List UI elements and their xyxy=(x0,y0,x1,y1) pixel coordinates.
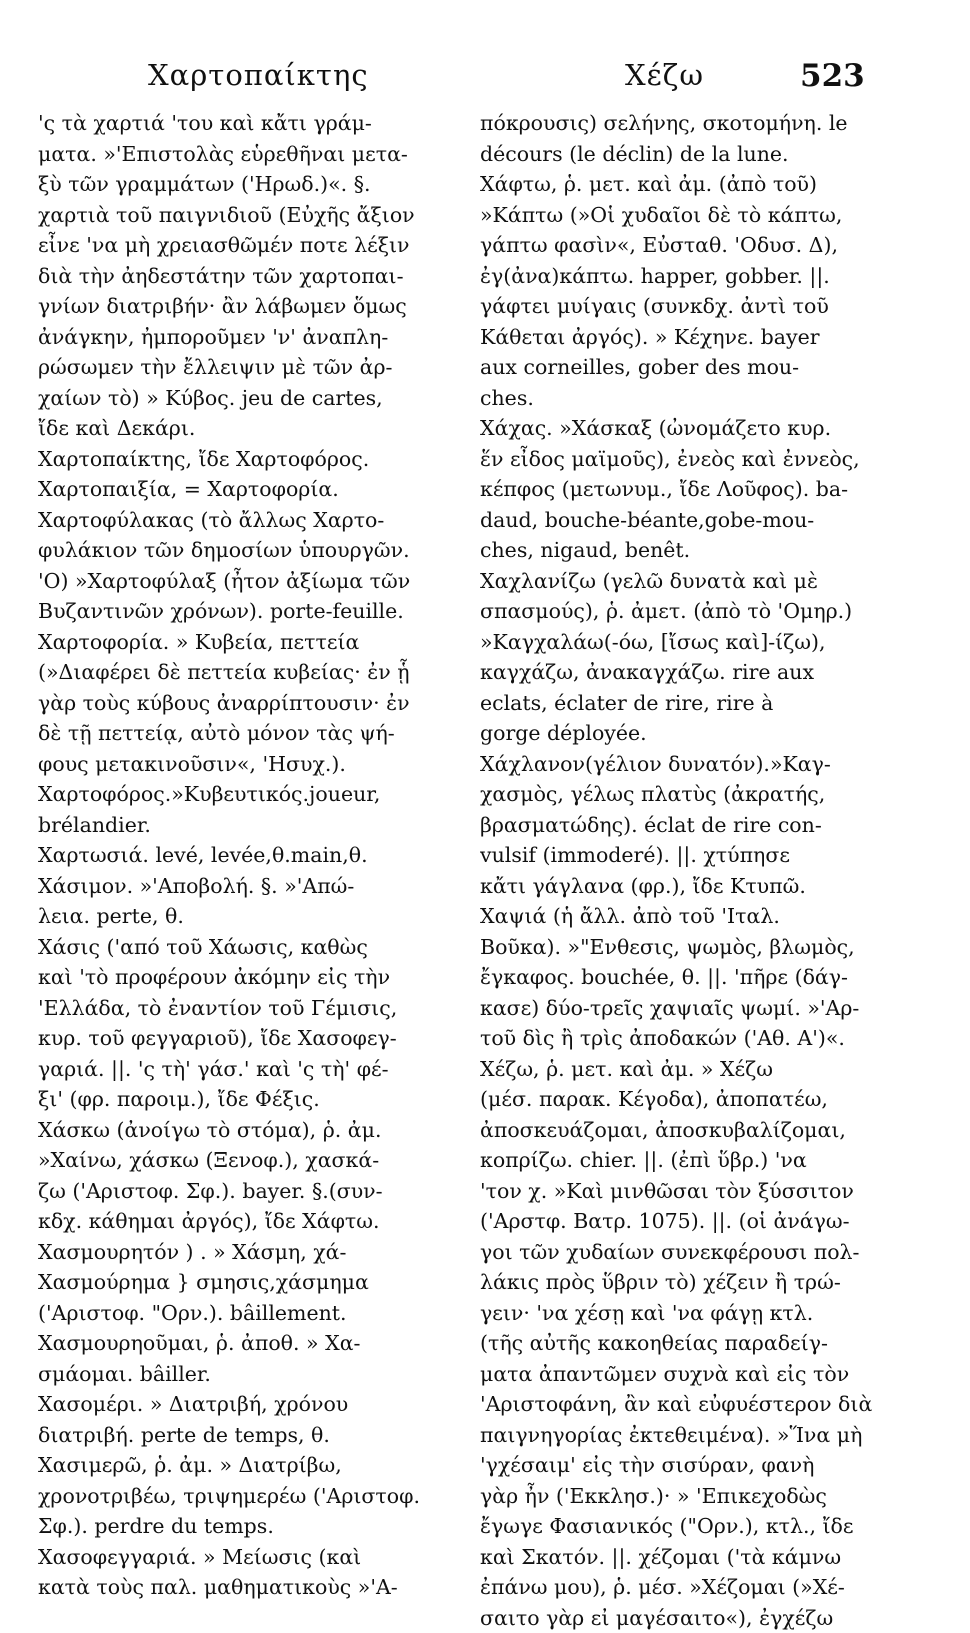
left-column-line: 'Ελλάδα, τὸ ἐναντίον τοῦ Γέμισις, xyxy=(38,993,454,1024)
left-column-line: εἶνε 'να μὴ χρειασθῶμέν ποτε λέξιν xyxy=(38,230,454,261)
left-column-line: (»Διαφέρει δὲ πεττεία κυβείας· ἐν ᾗ xyxy=(38,657,454,688)
right-column-line: ches. xyxy=(480,383,878,414)
left-column-line: ('Αριστοφ. "Ορν.). bâillement. xyxy=(38,1298,454,1329)
left-column-line: χρονοτριβέω, τριψημερέω ('Αριστοφ. xyxy=(38,1481,454,1512)
left-column xyxy=(38,108,454,1603)
left-column-line: χαρτιὰ τοῦ παιγνιδιοῦ (Εὐχῆς ἄξιον xyxy=(38,200,454,231)
right-column-line: Χέζω, ῥ. μετ. καὶ ἀμ. » Χέζω xyxy=(480,1054,878,1085)
left-column-line: λεια. perte, θ. xyxy=(38,901,454,932)
right-column-line: (μέσ. παρακ. Κέγοδα), ἀποπατέω, xyxy=(480,1084,878,1115)
left-column-line: κυρ. τοῦ φεγγαριοῦ), ἴδε Χασοφεγ- xyxy=(38,1023,454,1054)
right-column-line: χασμὸς, γέλως πλατὺς (ἀκρατής, xyxy=(480,779,878,810)
left-column-line: ματα. »'Επιστολὰς εὑρεθῆναι μετα- xyxy=(38,139,454,170)
right-column-line: ματα ἀπαντῶμεν συχνὰ καὶ εἰς τὸν xyxy=(480,1359,878,1390)
left-column-line: φυλάκιον τῶν δημοσίων ὑπουργῶν. xyxy=(38,535,454,566)
right-column-line: κέπφος (μετωνυμ., ἴδε Λοῦφος). ba- xyxy=(480,474,878,505)
left-column-line: ξι' (φρ. παροιμ.), ἴδε Φέξις. xyxy=(38,1084,454,1115)
right-column-line: καγχάζω, ἀνακαγχάζω. rire aux xyxy=(480,657,878,688)
right-column-line: »Κάπτω (»Οἱ χυδαῖοι δὲ τὸ κάπτω, xyxy=(480,200,878,231)
right-column-line: σαιτο γὰρ εἰ μαγέσαιτο«), ἐγχέζω xyxy=(480,1603,878,1633)
right-column-line: ἔγκαφος. bouchée, θ. ||. 'πῆρε (δάγ- xyxy=(480,962,878,993)
left-column-line: κατὰ τοὺς παλ. μαθηματικοὺς »'Α- xyxy=(38,1572,454,1603)
right-column-line: πόκρουσις) σελήνης, σκοτομήνη. le xyxy=(480,108,878,139)
left-column-line: Χασμούρημα } σμησις,χάσμημα xyxy=(38,1267,454,1298)
left-column-line: Χαρτοφύλακας (τὸ ἄλλως Χαρτο- xyxy=(38,505,454,536)
right-column-line: Χαψιά (ἡ ἄλλ. ἀπὸ τοῦ 'Ιταλ. xyxy=(480,901,878,932)
left-column-line: brélandier. xyxy=(38,810,454,841)
page-number: 523 xyxy=(800,58,865,94)
left-column-line: σμάομαι. bâiller. xyxy=(38,1359,454,1390)
right-column-line: Χάχας. »Χάσκαξ (ὠνομάζετο κυρ. xyxy=(480,413,878,444)
right-column-line: παιγνηγορίας ἐκτεθειμένα). »Ἵνα μὴ xyxy=(480,1420,878,1451)
right-column-line: κασε) δύο-τρεῖς χαψιαῖς ψωμί. »'Αρ- xyxy=(480,993,878,1024)
right-column-line: Χάφτω, ῥ. μετ. καὶ ἀμ. (ἀπὸ τοῦ) xyxy=(480,169,878,200)
left-column-line: φους μετακινοῦσιν«, 'Ησυχ.). xyxy=(38,749,454,780)
right-column-line: ἐπάνω μου), ῥ. μέσ. »Χέζομαι (»Χέ- xyxy=(480,1572,878,1603)
right-column-line: décours (le déclin) de la lune. xyxy=(480,139,878,170)
left-column-line: ρώσωμεν τὴν ἔλλειψιν μὲ τῶν ἀρ- xyxy=(38,352,454,383)
left-column-line: »Χαίνω, χάσκω (Ξενοφ.), χασκά- xyxy=(38,1145,454,1176)
right-column-line: λάκις πρὸς ὕβριν τὸ) χέζειν ἢ τρώ- xyxy=(480,1267,878,1298)
header-left-guide-word: Χαρτοπαίκτης xyxy=(148,58,369,92)
left-column-line: Χαρτοπαιξία, = Χαρτοφορία. xyxy=(38,474,454,505)
right-column-line: γοι τῶν χυδαίων συνεκφέρουσι πολ- xyxy=(480,1237,878,1268)
left-column-line: γὰρ τοὺς κύβους ἀναρρίπτουσιν· ἐν xyxy=(38,688,454,719)
left-column-line: Χάσκω (ἀνοίγω τὸ στόμα), ῥ. ἀμ. xyxy=(38,1115,454,1146)
left-column-line: χαίων τὸ) » Κύβος. jeu de cartes, xyxy=(38,383,454,414)
right-column-line: γάφτει μυίγαις (συνκδχ. ἀντὶ τοῦ xyxy=(480,291,878,322)
right-column-line: 'τον χ. »Καὶ μινθῶσαι τὸν ξύσσιτον xyxy=(480,1176,878,1207)
left-column-line: Χάσιμον. »'Αποβολή. §. »'Απώ- xyxy=(38,871,454,902)
right-column-line: γὰρ ἦν ('Εκκλησ.)· » 'Επικεχοδὼς xyxy=(480,1481,878,1512)
right-column-line: eclats, éclater de rire, rire à xyxy=(480,688,878,719)
left-column-line: γαριά. ||. 'ς τὴ' γάσ.' καὶ 'ς τὴ' φέ- xyxy=(38,1054,454,1085)
left-column-line: καὶ 'τὸ προφέρουν ἀκόμην εἰς τὴν xyxy=(38,962,454,993)
left-column-line: Βυζαντινῶν χρόνων). porte-feuille. xyxy=(38,596,454,627)
right-column-line: ('Αρστφ. Βατρ. 1075). ||. (οἱ ἀνάγω- xyxy=(480,1206,878,1237)
left-column-line: κδχ. κάθημαι ἀργός), ἴδε Χάφτω. xyxy=(38,1206,454,1237)
right-column-line: βρασματώδης). éclat de rire con- xyxy=(480,810,878,841)
right-column-line: 'Αριστοφάνη, ἂν καὶ εὐφυέστερον διὰ xyxy=(480,1389,878,1420)
left-column-line: Χαρτοπαίκτης, ἴδε Χαρτοφόρος. xyxy=(38,444,454,475)
page-header xyxy=(0,58,970,98)
left-column-line: διὰ τὴν ἀηδεστάτην τῶν χαρτοπαι- xyxy=(38,261,454,292)
left-column-line: ἴδε καὶ Δεκάρι. xyxy=(38,413,454,444)
right-column-line: ἕν εἶδος μαϊμοῦς), ἐνεὸς καὶ ἐννεὸς, xyxy=(480,444,878,475)
left-column-line: ξὺ τῶν γραμμάτων ('Ηρωδ.)«. §. xyxy=(38,169,454,200)
right-column-line: ἀποσκευάζομαι, ἀποσκυβαλίζομαι, xyxy=(480,1115,878,1146)
left-column-line: διατριβή. perte de temps, θ. xyxy=(38,1420,454,1451)
right-column-line: vulsif (immoderé). ||. χτύπησε xyxy=(480,840,878,871)
right-column-line: Κάθεται ἀργός). » Κέχηνε. bayer xyxy=(480,322,878,353)
right-column-line: καὶ Σκατόν. ||. χέζομαι ('τὰ κάμνω xyxy=(480,1542,878,1573)
right-column-line: Χαχλανίζω (γελῶ δυνατὰ καὶ μὲ xyxy=(480,566,878,597)
right-column-line: »Καγχαλάω(-όω, [ἴσως καὶ]-ίζω), xyxy=(480,627,878,658)
left-column-line: Χάσις ('από τοῦ Χάωσις, καθὼς xyxy=(38,932,454,963)
left-column-line: Χαρτοφόρος.»Κυβευτικός.joueur, xyxy=(38,779,454,810)
right-column-line: gorge déployée. xyxy=(480,718,878,749)
left-column-line: Χαρτοφορία. » Κυβεία, πεττεία xyxy=(38,627,454,658)
left-column-line: γνίων διατριβήν· ἂν λάβωμεν ὅμως xyxy=(38,291,454,322)
right-column-line: γειν· 'να χέσῃ καὶ 'να φάγῃ κτλ. xyxy=(480,1298,878,1329)
left-column-line: Σφ.). perdre du temps. xyxy=(38,1511,454,1542)
left-column-line: 'ς τὰ χαρτιά 'του καὶ κἄτι γράμ- xyxy=(38,108,454,139)
left-column-line: δὲ τῇ πεττείᾳ, αὐτὸ μόνον τὰς ψή- xyxy=(38,718,454,749)
right-column-line: ἐγ(ἀνα)κάπτω. happer, gobber. ||. xyxy=(480,261,878,292)
left-column-line: Χασομέρι. » Διατριβή, χρόνου xyxy=(38,1389,454,1420)
right-column-line: aux corneilles, gober des mou- xyxy=(480,352,878,383)
left-column-line: Χασοφεγγαριά. » Μείωσις (καὶ xyxy=(38,1542,454,1573)
right-column-line: ἔγωγε Φασιανικός ("Ορν.), κτλ., ἴδε xyxy=(480,1511,878,1542)
right-column-line: daud, bouche-béante,gobe-mou- xyxy=(480,505,878,536)
right-column-line: Βοῦκα). »"Ενθεσις, ψωμὸς, βλωμὸς, xyxy=(480,932,878,963)
right-column-line: ches, nigaud, benêt. xyxy=(480,535,878,566)
right-column-line: (τῆς αὐτῆς κακοηθείας παραδείγ- xyxy=(480,1328,878,1359)
left-column-line: Χασιμερῶ, ῥ. ἀμ. » Διατρίβω, xyxy=(38,1450,454,1481)
right-column-line: 'γχέσαιμ' εἰς τὴν σισύραν, φανὴ xyxy=(480,1450,878,1481)
right-column-line: κἄτι γάγλανα (φρ.), ἴδε Κτυπῶ. xyxy=(480,871,878,902)
left-column-line: ἀνάγκην, ἠμποροῦμεν 'ν' ἀναπλη- xyxy=(38,322,454,353)
header-right-guide-word: Χέζω xyxy=(625,58,704,92)
left-column-line: Χασμουρητόν ) . » Χάσμη, χά- xyxy=(38,1237,454,1268)
right-column-line: κοπρίζω. chier. ||. (ἐπὶ ὕβρ.) 'να xyxy=(480,1145,878,1176)
right-column xyxy=(480,108,878,1633)
left-column-line: Χασμουρηοῦμαι, ῥ. ἀποθ. » Χα- xyxy=(38,1328,454,1359)
left-column-line: Χαρτωσιά. levé, levée,θ.main,θ. xyxy=(38,840,454,871)
right-column-line: γάπτω φασὶν«, Εὐσταθ. 'Οδυσ. Δ), xyxy=(480,230,878,261)
right-column-line: τοῦ δὶς ἢ τρὶς ἀποδακών ('Αθ. Α')«. xyxy=(480,1023,878,1054)
left-column-line: 'Ο) »Χαρτοφύλαξ (ἦτον ἀξίωμα τῶν xyxy=(38,566,454,597)
right-column-line: Χάχλανον(γέλιον δυνατόν).»Καγ- xyxy=(480,749,878,780)
right-column-line: σπασμούς), ῥ. ἀμετ. (ἀπὸ τὸ 'Ομηρ.) xyxy=(480,596,878,627)
left-column-line: ζω ('Αριστοφ. Σφ.). bayer. §.(συν- xyxy=(38,1176,454,1207)
